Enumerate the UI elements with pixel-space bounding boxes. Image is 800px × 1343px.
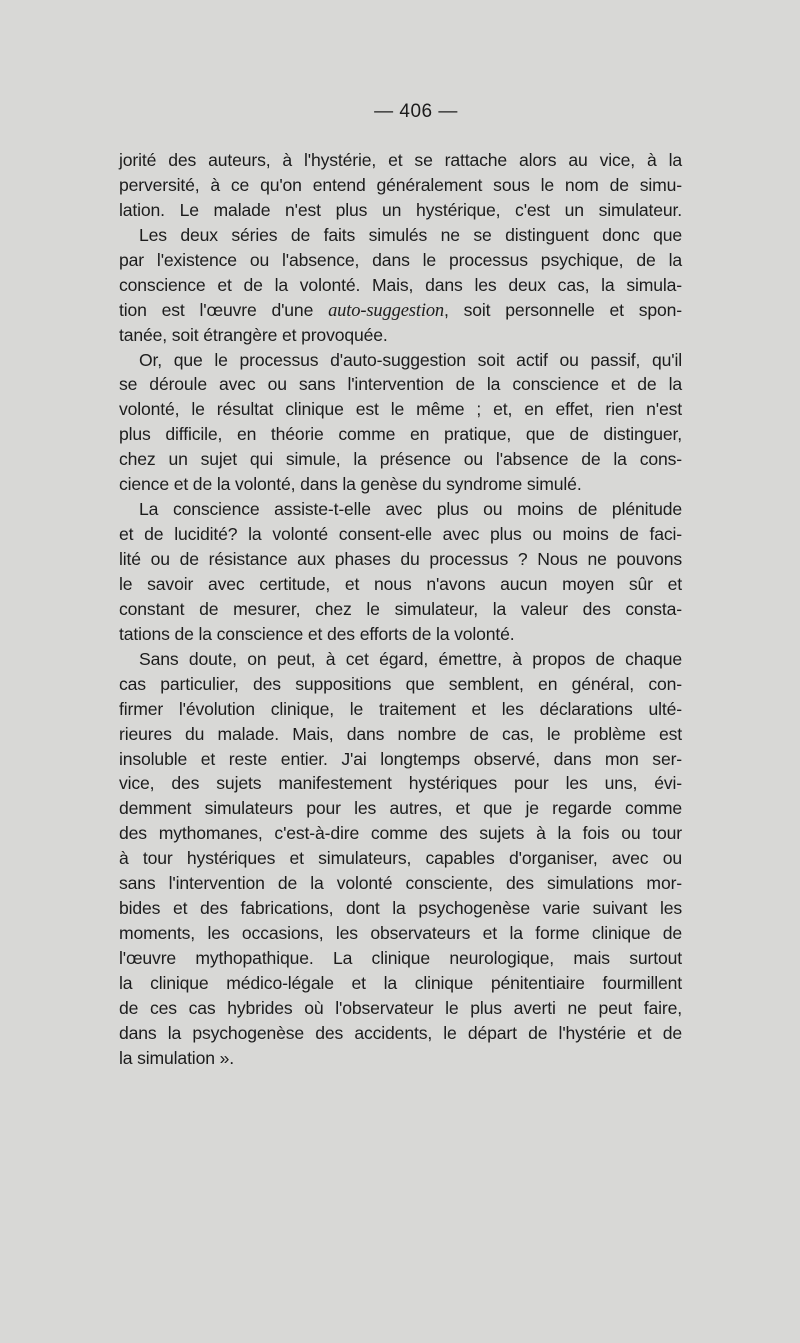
text-line: le savoir avec certitude, et nous n'avons aucun moyen sûr et [119,573,682,594]
text-line: jorité des auteurs, à l'hystérie, et se rattache alors au vice, à la [119,150,682,170]
text-line: bides et des fabrications, dont la psychogenèse varie suivant les [119,898,682,919]
italic-term: auto-suggestion [328,300,445,321]
text-line: firmer l'évolution clinique, le traitement et les déclarations ulté- [119,698,682,719]
text-line: de ces cas hybrides où l'observateur le plus averti ne peut faire, [119,997,682,1018]
text-line: la simulation ». [119,1047,234,1068]
text-line: et de lucidité? la volonté consent-elle avec plus ou moins de faci- [119,524,682,545]
text-line: insoluble et reste entier. J'ai longtemps observé, dans mon ser- [119,748,682,769]
text-line: chez un sujet qui simule, la présence ou l'absence de la cons- [119,449,682,470]
text-segment: tion est l'œuvre d'une [119,299,329,320]
text-line: perversité, à ce qu'on entend généralement sous le nom de simu- [119,174,682,195]
text-line: conscience et de la volonté. Mais, dans les deux cas, la simula- [119,274,682,295]
text-line: tations de la conscience et des efforts de la volonté. [119,623,515,644]
text-line: La conscience assiste-t-elle avec plus ou moins de plénitude [139,499,682,520]
text-line: rieures du malade. Mais, dans nombre de cas, le problème est [119,723,682,744]
text-line: demment simulateurs pour les autres, et que je regarde comme [119,798,682,819]
text-line: tanée, soit étrangère et provoquée. [119,324,388,345]
text-segment: , soit personnelle et spon- [444,299,682,320]
text-line: Sans doute, on peut, à cet égard, émettre, à propos de chaque [139,648,682,669]
text-line: à tour hystériques et simulateurs, capables d'organiser, avec ou [119,848,682,869]
paragraph [119,223,682,348]
text-line [119,298,682,323]
text-line: se déroule avec ou sans l'intervention de la conscience et de la [119,374,682,395]
text-line: lation. Le malade n'est plus un hystérique, c'est un simulateur. [119,199,682,220]
text-line: vice, des sujets manifestement hystériques pour les uns, évi- [119,773,682,794]
text-line: Or, que le processus d'auto-suggestion soit actif ou passif, qu'il [139,349,682,370]
text-line: des mythomanes, c'est-à-dire comme des sujets à la fois ou tour [119,823,682,844]
text-line: volonté, le résultat clinique est le même ; et, en effet, rien n'est [119,399,682,420]
paragraph [119,348,682,498]
text-line: sans l'intervention de la volonté consciente, des simulations mor- [119,873,682,894]
text-line: cas particulier, des suppositions que semblent, en général, con- [119,673,682,694]
text-line: moments, les occasions, les observateurs et la forme clinique de [119,923,682,944]
text-line: lité ou de résistance aux phases du processus ? Nous ne pouvons [119,549,682,569]
page-number: — 406 — [374,101,458,122]
text-line: la clinique médico-légale et la clinique pénitentiaire fourmillent [119,972,682,993]
text-line: dans la psychogenèse des accidents, le départ de l'hystérie et de [119,1022,682,1043]
text-line: plus difficile, en théorie comme en pratique, que de distinguer, [119,424,682,445]
paragraph [119,148,682,223]
paragraph [119,647,682,1071]
text-line: Les deux séries de faits simulés ne se distinguent donc que [139,224,682,245]
text-line: cience et de la volonté, dans la genèse du syndrome simulé. [119,474,582,495]
paragraph [119,497,682,647]
text-line: constant de mesurer, chez le simulateur, la valeur des consta- [119,598,682,619]
body-text [119,148,682,1071]
text-line: par l'existence ou l'absence, dans le processus psychique, de la [119,249,682,270]
text-line: l'œuvre mythopathique. La clinique neurologique, mais surtout [119,948,682,968]
